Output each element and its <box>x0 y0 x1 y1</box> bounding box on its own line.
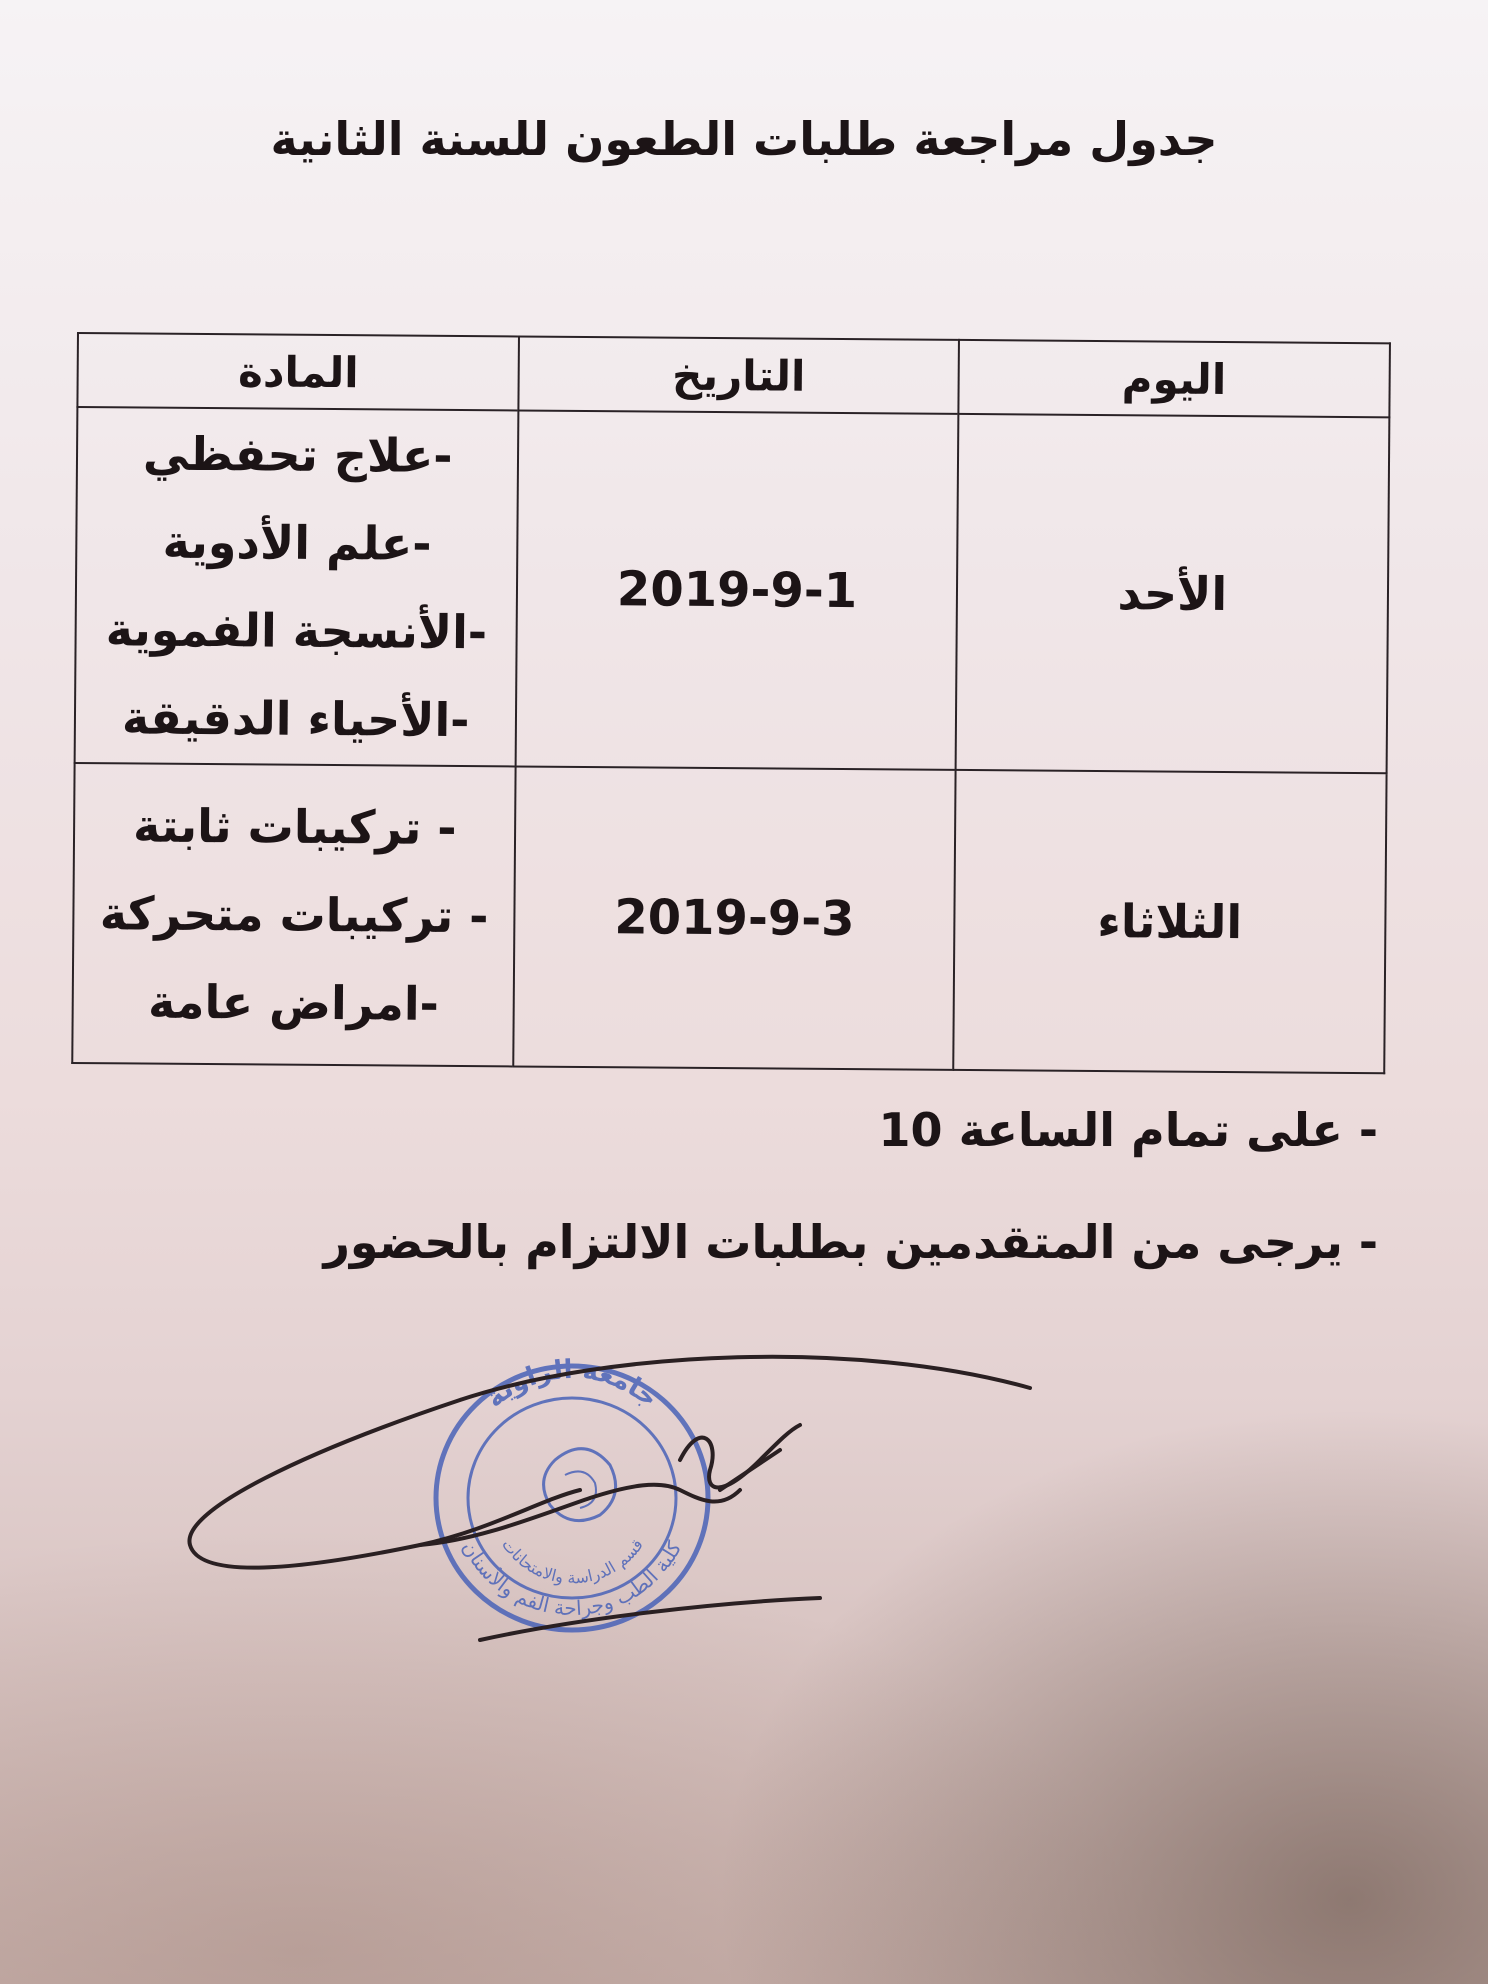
notes-block <box>323 1100 1378 1324</box>
stamp-and-signature <box>160 1340 1060 1680</box>
note-attendance: - يرجى من المتقدمين بطلبات الالتزام بالحضور <box>323 1215 1378 1269</box>
subjects-list <box>74 781 513 1048</box>
date-cell <box>516 410 958 769</box>
subject-item: -الأنسجة الفموية <box>105 602 488 660</box>
note-time: - على تمام الساعة 10 <box>878 1103 1378 1157</box>
stamp-outer-text: جامعة الزاوية <box>480 1354 664 1414</box>
subjects-list <box>77 409 517 764</box>
subject-item: -علاج تحفظي <box>142 426 453 483</box>
svg-text:قسم الدراسة والامتحانات <box>498 1535 647 1587</box>
day-cell: الثلاثاء <box>953 770 1387 1073</box>
table-row <box>72 763 1386 1073</box>
subject-item: -امراض عامة <box>147 974 439 1031</box>
header-date: التاريخ <box>519 336 959 413</box>
subjects-cell <box>72 763 516 1066</box>
stamp-bottom-text: كلية الطب وجراحة الفم والأسنان <box>457 1536 687 1621</box>
day-cell: الأحد <box>955 414 1389 773</box>
date-value: 2019-9-3 <box>614 889 855 948</box>
schedule-table <box>71 332 1391 1074</box>
subject-item: -الأحياء الدقيقة <box>121 690 470 748</box>
subject-item: - تركيبات ثابتة <box>132 798 457 855</box>
date-value: 2019-9-1 <box>616 561 858 620</box>
subject-item: - تركيبات متحركة <box>99 886 489 944</box>
table-header-row <box>77 333 1390 417</box>
table-row <box>75 407 1390 773</box>
document-title: جدول مراجعة طلبات الطعون للسنة الثانية <box>270 112 1218 166</box>
subject-item: -علم الأدوية <box>162 514 432 571</box>
header-subject: المادة <box>77 333 519 410</box>
stamp-inner-text: قسم الدراسة والامتحانات <box>498 1535 647 1588</box>
header-day: اليوم <box>958 340 1390 417</box>
subjects-cell <box>75 407 519 766</box>
date-cell <box>514 766 956 1069</box>
